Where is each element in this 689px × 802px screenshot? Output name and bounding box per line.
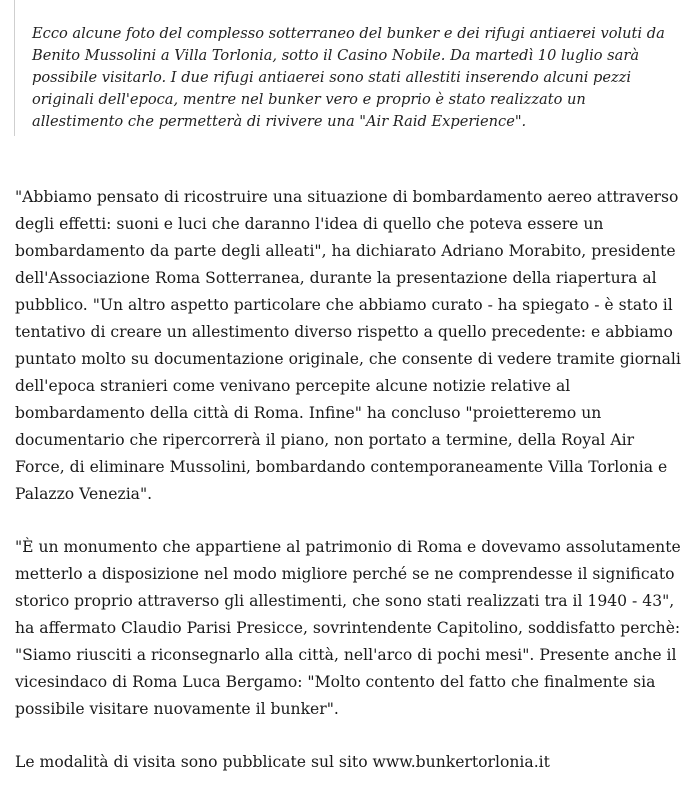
photo-gallery-caption bbox=[14, 0, 672, 136]
article-paragraph-1: "Abbiamo pensato di ricostruire una situazione di bombardamento aereo attraverso degli effetti: suoni e luci che daranno l'idea di quello che poteva essere un bombardamento da parte degli alleati", ha dichiarato Adriano Morabito, presidente dell'Associazione Roma Sotterranea, durante la presentazione della riapertura al pubblico. "Un altro aspetto particolare che abbiamo curato - ha spiegato - è stato il tentativo di creare un allestimento diverso rispetto a quello precedente: e abbiamo puntato molto su documentazione originale, che consente di vedere tramite giornali dell'epoca stranieri come venivano percepite alcune notizie relative al bombardamento della città di Roma. Infine" ha concluso "proietteremo un documentario che ripercorrerà il piano, non portato a termine, della Royal Air Force, di eliminare Mussolini, bombardando contemporaneamente Villa Torlonia e Palazzo Venezia". bbox=[15, 188, 681, 503]
article-body bbox=[15, 184, 683, 802]
caption-text: Ecco alcune foto del complesso sotterraneo del bunker e dei rifugi antiaerei voluti da Benito Mussolini a Villa Torlonia, sotto il Casino Nobile. Da martedì 10 luglio sarà possibile visitarlo. I due rifugi antiaerei sono stati allestiti inserendo alcuni pezzi originali dell'epoca, mentre nel bunker vero e proprio è stato realizzato un allestimento che permetterà di rivivere una "Air Raid Experience". bbox=[32, 25, 665, 130]
article-paragraph-3: Le modalità di visita sono pubblicate sul sito www.bunkertorlonia.it bbox=[15, 753, 550, 771]
article-paragraph-2: "È un monumento che appartiene al patrimonio di Roma e dovevamo assolutamente metterlo a disposizione nel modo migliore perché se ne comprendesse il significato storico proprio attraverso gli allestimenti, che sono stati realizzati tra il 1940 - 43", ha affermato Claudio Parisi Presicce, sovrintendente Capitolino, soddisfatto perchè: "Siamo riusciti a riconsegnarlo alla città, nell'arco di pochi mesi". Presente anche il vicesindaco di Roma Luca Bergamo: "Molto contento del fatto che finalmente sia possibile visitare nuovamente il bunker". bbox=[15, 538, 681, 718]
